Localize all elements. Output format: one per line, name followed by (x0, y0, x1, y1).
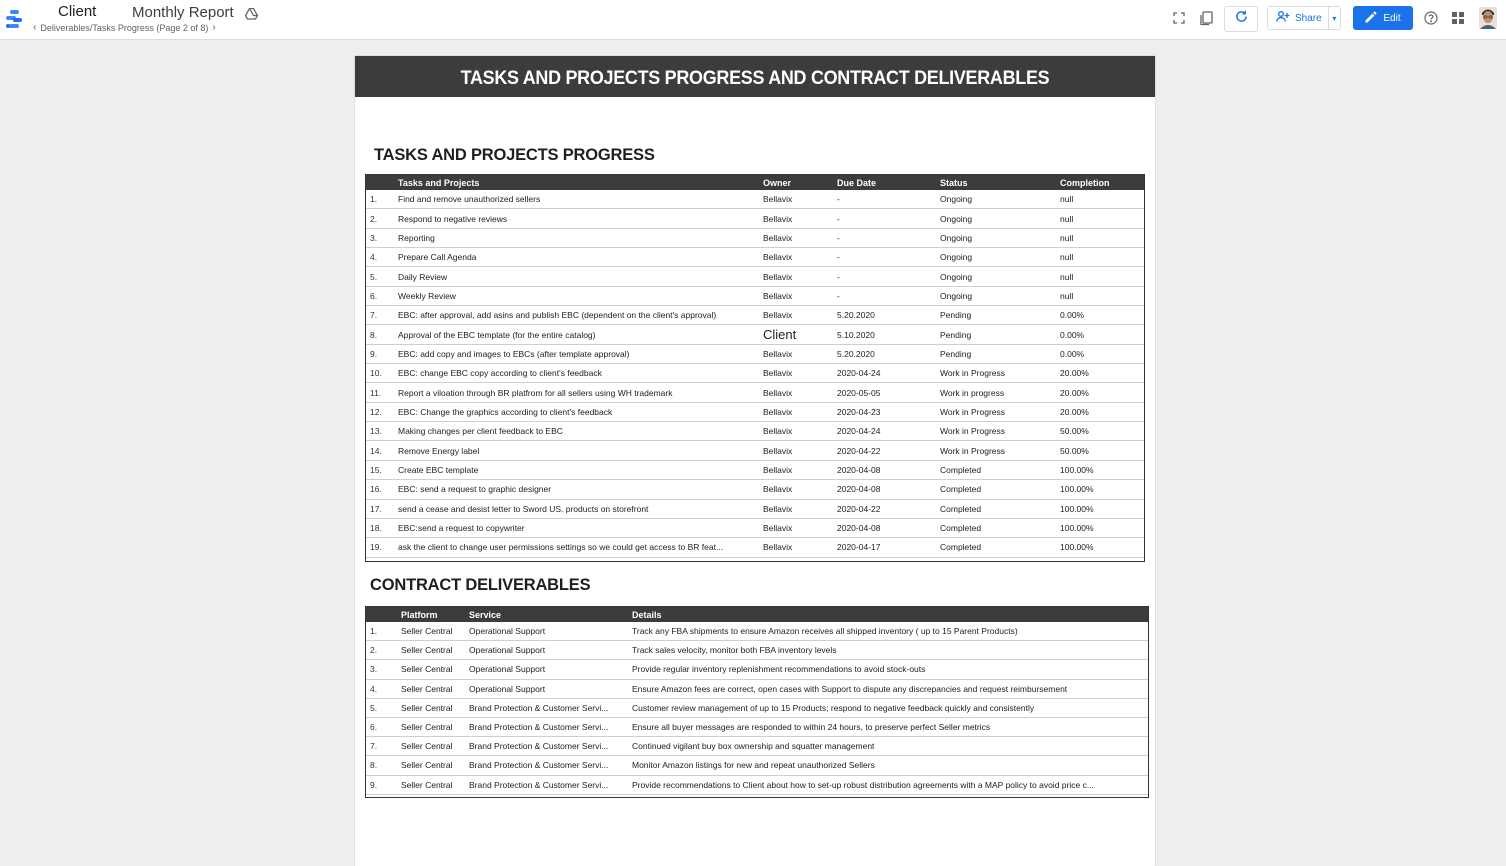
task-row-cell: null (1056, 267, 1144, 286)
task-row-cell: 16. (366, 480, 394, 499)
task-row-cell: 7. (366, 306, 394, 325)
deliverable-row-cell: Brand Protection & Customer Servi... (465, 717, 628, 736)
tasks-header-3[interactable]: Due Date (833, 175, 936, 190)
task-row-cell: Bellavix (759, 344, 833, 363)
task-row (366, 460, 1144, 479)
task-row-cell: 50.00% (1056, 422, 1144, 441)
task-row-cell: EBC: Change the graphics according to client's feedback (394, 402, 759, 421)
deliverable-row-cell: 5. (366, 698, 397, 717)
task-row-cell: 20.00% (1056, 383, 1144, 402)
deliverable-row-cell: 3. (366, 660, 397, 679)
deliverable-row-cell: Ensure all buyer messages are responded to within 24 hours, to preserve perfect Seller metrics (628, 717, 1148, 736)
top-bar (0, 0, 1506, 40)
task-row-cell: Completed (936, 499, 1056, 518)
task-row-cell: Bellavix (759, 499, 833, 518)
task-row-cell: Weekly Review (394, 286, 759, 305)
deliverable-row-cell: 6. (366, 717, 397, 736)
task-row-cell: Pending (936, 306, 1056, 325)
apps-grid-icon[interactable] (1449, 9, 1467, 27)
deliverable-row-cell: Operational Support (465, 660, 628, 679)
share-options-dropdown[interactable] (1328, 7, 1340, 29)
deliverables-header-3[interactable]: Details (628, 607, 1148, 622)
task-row-cell: EBC: send a request to graphic designer (394, 480, 759, 499)
deliverable-row-cell: Continued vigilant buy box ownership and squatter management (628, 737, 1148, 756)
task-row-cell: Reporting (394, 228, 759, 247)
report-page (355, 56, 1155, 866)
copy-report-icon[interactable] (1197, 9, 1215, 27)
tasks-header-1[interactable]: Tasks and Projects (394, 175, 759, 190)
task-row-cell: 2020-04-24 (833, 364, 936, 383)
task-row-cell: Work in Progress (936, 402, 1056, 421)
task-row-cell: 20.00% (1056, 364, 1144, 383)
task-row-cell: Client (759, 325, 833, 344)
deliverable-row-cell: 9. (366, 775, 397, 794)
deliverable-row (366, 737, 1148, 756)
refresh-icon (1235, 10, 1248, 28)
deliverables-header-0[interactable] (366, 607, 397, 622)
tasks-header-row (366, 175, 1144, 190)
task-row (366, 422, 1144, 441)
task-row-cell: 8. (366, 325, 394, 344)
task-row-cell: 2020-04-22 (833, 441, 936, 460)
task-row-cell: Ongoing (936, 248, 1056, 267)
task-row-cell: 2020-04-08 (833, 518, 936, 537)
deliverable-row (366, 679, 1148, 698)
task-row (366, 325, 1144, 344)
task-row-cell: Bellavix (759, 364, 833, 383)
task-row-cell: 100.00% (1056, 480, 1144, 499)
task-row-cell: Approval of the EBC template (for the entire catalog) (394, 325, 759, 344)
task-row-cell: Work in progress (936, 383, 1056, 402)
task-row-cell: Bellavix (759, 538, 833, 557)
task-row-cell: 2020-05-05 (833, 383, 936, 402)
deliverable-row-cell: Track any FBA shipments to ensure Amazon receives all shipped inventory ( up to 15 Parent Products) (628, 622, 1148, 641)
data-studio-logo-icon[interactable] (5, 9, 25, 29)
task-row (366, 248, 1144, 267)
breadcrumb (33, 22, 216, 33)
task-row-cell: Create EBC template (394, 460, 759, 479)
deliverable-row-cell: Seller Central (397, 737, 465, 756)
task-row-cell: Work in Progress (936, 364, 1056, 383)
fullscreen-icon[interactable] (1170, 9, 1188, 27)
task-row-cell: 9. (366, 344, 394, 363)
deliverable-row (366, 698, 1148, 717)
task-row-cell: Ongoing (936, 267, 1056, 286)
task-row-cell: null (1056, 286, 1144, 305)
share-label: Share (1295, 12, 1322, 24)
task-row (366, 228, 1144, 247)
task-row (366, 538, 1144, 557)
task-row (366, 286, 1144, 305)
tasks-header-4[interactable]: Status (936, 175, 1056, 190)
task-row-cell: Ongoing (936, 286, 1056, 305)
task-row-cell: 4. (366, 248, 394, 267)
task-row (366, 402, 1144, 421)
task-row (366, 383, 1144, 402)
deliverable-row (366, 622, 1148, 641)
pencil-icon (1365, 11, 1377, 26)
task-row-cell: ask the client to change user permissions settings so we could get access to BR feat... (394, 538, 759, 557)
deliverables-section-heading: CONTRACT DELIVERABLES (370, 576, 591, 594)
task-row-cell: 1. (366, 190, 394, 209)
task-row-cell: 10. (366, 364, 394, 383)
deliverable-row-cell: 2. (366, 641, 397, 660)
deliverable-row-cell: Seller Central (397, 660, 465, 679)
previous-page-chevron-icon[interactable]: ‹ (33, 22, 37, 33)
task-row-cell: 100.00% (1056, 460, 1144, 479)
task-row-cell: 18. (366, 518, 394, 537)
task-row-cell: 19. (366, 538, 394, 557)
task-row (366, 344, 1144, 363)
deliverable-row-cell: Seller Central (397, 679, 465, 698)
deliverable-row-cell: Seller Central (397, 698, 465, 717)
task-row-cell: Work in Progress (936, 441, 1056, 460)
deliverable-row (366, 660, 1148, 679)
report-banner (355, 56, 1155, 97)
task-row-cell: Find and remove unauthorized sellers (394, 190, 759, 209)
deliverable-row-cell: Operational Support (465, 622, 628, 641)
task-row-cell: Bellavix (759, 480, 833, 499)
task-row-cell: - (833, 248, 936, 267)
task-row-cell: 5.20.2020 (833, 306, 936, 325)
task-row-cell: 2020-04-08 (833, 480, 936, 499)
task-row-cell: Bellavix (759, 228, 833, 247)
task-row-cell: 2020-04-17 (833, 538, 936, 557)
deliverables-table (365, 606, 1149, 798)
task-row-cell: Work in Progress (936, 422, 1056, 441)
report-name[interactable]: Monthly Report (132, 4, 234, 21)
task-row (366, 364, 1144, 383)
deliverable-row-cell: Customer review management of up to 15 Products; respond to negative feedback quickly and consistently (628, 698, 1148, 717)
deliverable-row (366, 641, 1148, 660)
deliverable-row-cell: Brand Protection & Customer Servi... (465, 756, 628, 775)
deliverable-row-cell: Operational Support (465, 641, 628, 660)
task-row-cell: Ongoing (936, 190, 1056, 209)
task-row-cell: Bellavix (759, 441, 833, 460)
task-row-cell: Respond to negative reviews (394, 209, 759, 228)
deliverable-row-cell: Seller Central (397, 622, 465, 641)
task-row-cell: 2020-04-24 (833, 422, 936, 441)
task-row-cell: 12. (366, 402, 394, 421)
task-row-cell: EBC:send a request to copywriter (394, 518, 759, 537)
drive-icon (245, 7, 258, 19)
task-row-cell: null (1056, 228, 1144, 247)
deliverable-row-cell: Ensure Amazon fees are correct, open cases with Support to dispute any discrepancies and request reimbursement (628, 679, 1148, 698)
deliverable-row-cell: 4. (366, 679, 397, 698)
deliverable-row-cell: Provide recommendations to Client about how to set-up robust distribution agreements with a MAP policy to avoid price c... (628, 775, 1148, 794)
user-avatar[interactable] (1479, 7, 1497, 29)
tasks-table (365, 174, 1145, 562)
tasks-section-heading: TASKS AND PROJECTS PROGRESS (374, 146, 655, 164)
task-row-cell: 100.00% (1056, 499, 1144, 518)
task-row (366, 209, 1144, 228)
deliverable-row-cell: Provide regular inventory replenishment recommendations to avoid stock-outs (628, 660, 1148, 679)
deliverables-header-1[interactable]: Platform (397, 607, 465, 622)
task-row (366, 190, 1144, 209)
deliverable-row-cell: Brand Protection & Customer Servi... (465, 775, 628, 794)
task-row-cell: Making changes per client feedback to EBC (394, 422, 759, 441)
task-row-cell: Daily Review (394, 267, 759, 286)
task-row-cell: null (1056, 248, 1144, 267)
task-row-cell: Bellavix (759, 190, 833, 209)
task-row-cell: null (1056, 190, 1144, 209)
task-row-cell: - (833, 209, 936, 228)
task-row-cell: Completed (936, 518, 1056, 537)
task-row (366, 441, 1144, 460)
task-row-cell: 14. (366, 441, 394, 460)
task-row-cell: Bellavix (759, 209, 833, 228)
deliverable-row-cell: Brand Protection & Customer Servi... (465, 698, 628, 717)
task-row-cell: 2020-04-23 (833, 402, 936, 421)
task-row (366, 267, 1144, 286)
task-row-cell: 20.00% (1056, 402, 1144, 421)
task-row-cell: 100.00% (1056, 518, 1144, 537)
share-button[interactable] (1267, 6, 1341, 30)
deliverable-row-cell: Track sales velocity, monitor both FBA inventory levels (628, 641, 1148, 660)
task-row-cell: EBC: add copy and images to EBCs (after template approval) (394, 344, 759, 363)
task-row-cell: 6. (366, 286, 394, 305)
task-row (366, 499, 1144, 518)
task-row-cell: Bellavix (759, 306, 833, 325)
task-row-cell: 5.10.2020 (833, 325, 936, 344)
task-row-cell: 0.00% (1056, 306, 1144, 325)
task-row-cell: 5.20.2020 (833, 344, 936, 363)
task-row-cell: Bellavix (759, 248, 833, 267)
deliverable-row (366, 775, 1148, 794)
task-row-cell: Completed (936, 460, 1056, 479)
deliverable-row-cell: Seller Central (397, 641, 465, 660)
task-row-cell: 100.00% (1056, 538, 1144, 557)
task-row-cell: Report a viloation through BR platfrom for all sellers using WH trademark (394, 383, 759, 402)
tasks-header-2[interactable]: Owner (759, 175, 833, 190)
task-row (366, 518, 1144, 537)
task-row-cell: Bellavix (759, 422, 833, 441)
task-row-cell: Pending (936, 325, 1056, 344)
task-row-cell: - (833, 286, 936, 305)
task-row-cell: 13. (366, 422, 394, 441)
deliverable-row-cell: Operational Support (465, 679, 628, 698)
task-row-cell: - (833, 190, 936, 209)
task-row-cell: EBC: change EBC copy according to client's feedback (394, 364, 759, 383)
add-person-icon (1276, 11, 1290, 25)
task-row-cell: Completed (936, 480, 1056, 499)
task-row-cell: 2. (366, 209, 394, 228)
task-row-cell: 5. (366, 267, 394, 286)
task-row-cell: Prepare Call Agenda (394, 248, 759, 267)
help-icon[interactable] (1422, 9, 1440, 27)
deliverable-row (366, 756, 1148, 775)
page-navigation-label[interactable]: Deliverables/Tasks Progress (Page 2 of 8) (40, 22, 209, 33)
task-row-cell: EBC: after approval, add asins and publish EBC (dependent on the client's approval) (394, 306, 759, 325)
task-row-cell: Bellavix (759, 518, 833, 537)
task-row-cell: 0.00% (1056, 344, 1144, 363)
task-row-cell: Bellavix (759, 383, 833, 402)
report-owner-title: Client (58, 3, 97, 20)
task-row-cell: 15. (366, 460, 394, 479)
task-row-cell: 3. (366, 228, 394, 247)
task-row-cell: Bellavix (759, 402, 833, 421)
banner-title: TASKS AND PROJECTS PROGRESS AND CONTRACT DELIVERABLES (460, 67, 1050, 89)
task-row-cell: Bellavix (759, 286, 833, 305)
deliverables-header-row (366, 607, 1148, 622)
deliverable-row-cell: Brand Protection & Customer Servi... (465, 737, 628, 756)
deliverable-row (366, 717, 1148, 736)
task-row-cell: Ongoing (936, 209, 1056, 228)
next-page-chevron-icon[interactable]: › (212, 22, 216, 33)
task-row-cell: 50.00% (1056, 441, 1144, 460)
task-row-cell: send a cease and desist letter to Sword US. products on storefront (394, 499, 759, 518)
task-row-cell: Ongoing (936, 228, 1056, 247)
task-row-cell: Bellavix (759, 267, 833, 286)
task-row (366, 306, 1144, 325)
deliverable-row-cell: 8. (366, 756, 397, 775)
task-row-cell: 0.00% (1056, 325, 1144, 344)
deliverable-row-cell: 1. (366, 622, 397, 641)
deliverable-row-cell: 7. (366, 737, 397, 756)
task-row-cell: Completed (936, 538, 1056, 557)
task-row-cell: Bellavix (759, 460, 833, 479)
deliverables-header-2[interactable]: Service (465, 607, 628, 622)
edit-button[interactable] (1353, 6, 1413, 30)
task-row-cell: 11. (366, 383, 394, 402)
task-row-cell: null (1056, 209, 1144, 228)
refresh-data-button[interactable] (1224, 6, 1258, 32)
tasks-header-0[interactable] (366, 175, 394, 190)
caret-down-icon: ▾ (1332, 13, 1337, 23)
task-row-cell: Remove Energy label (394, 441, 759, 460)
edit-label: Edit (1383, 12, 1401, 24)
task-row-cell: - (833, 267, 936, 286)
deliverable-row-cell: Seller Central (397, 717, 465, 736)
tasks-header-5[interactable]: Completion (1056, 175, 1144, 190)
deliverable-row-cell: Seller Central (397, 775, 465, 794)
deliverable-row-cell: Monitor Amazon listings for new and repeat unauthorized Sellers (628, 756, 1148, 775)
task-row-cell: 2020-04-08 (833, 460, 936, 479)
task-row-cell: 2020-04-22 (833, 499, 936, 518)
task-row-cell: Pending (936, 344, 1056, 363)
task-row-cell: - (833, 228, 936, 247)
deliverable-row-cell: Seller Central (397, 756, 465, 775)
task-row (366, 480, 1144, 499)
task-row-cell: 17. (366, 499, 394, 518)
